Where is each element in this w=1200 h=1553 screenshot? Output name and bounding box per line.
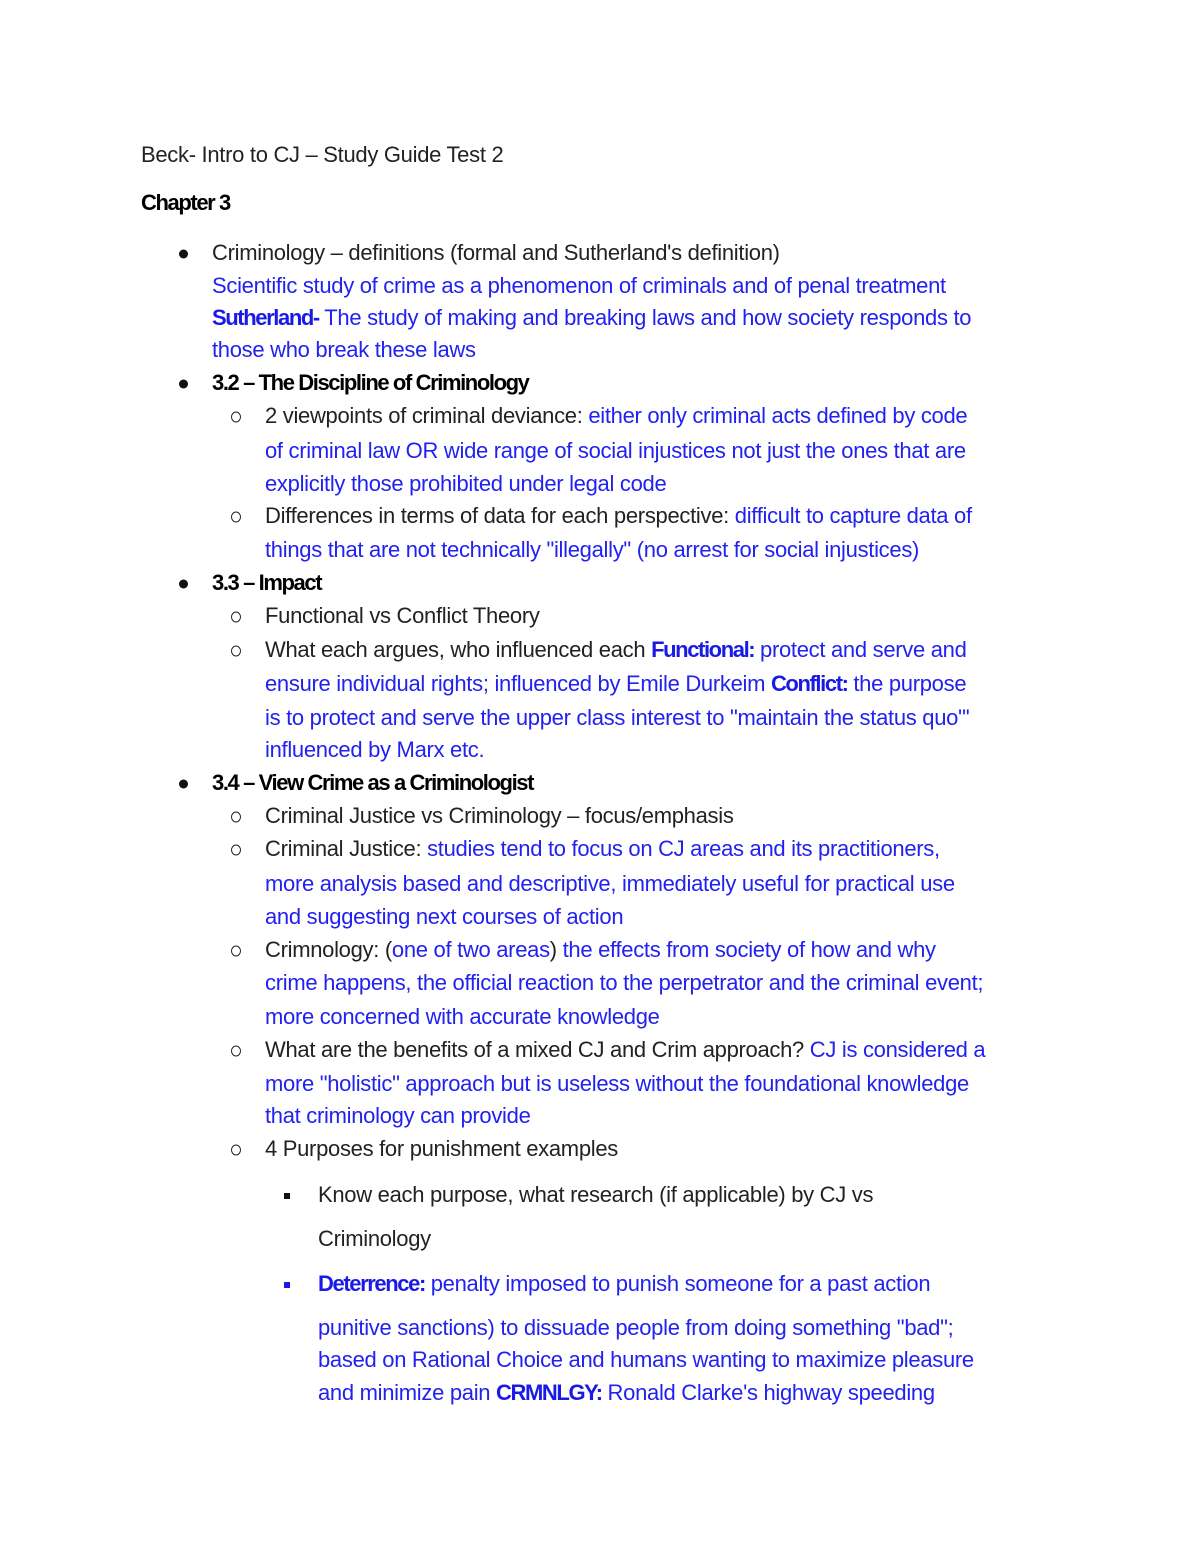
text-segment: punitive sanctions) to dissuade people from doing something "bad"; bbox=[318, 1315, 954, 1340]
text-segment: penalty imposed to punish someone for a past action bbox=[424, 1271, 931, 1296]
bold-text: CRMNLGY: bbox=[496, 1380, 602, 1405]
text-line bbox=[212, 240, 780, 266]
bold-text: Functional: bbox=[651, 637, 755, 662]
circle-bullet-icon bbox=[231, 1145, 241, 1156]
bold-text: 3.4 – View Crime as a Criminologist bbox=[212, 770, 534, 795]
text-segment: more concerned with accurate knowledge bbox=[265, 1004, 660, 1029]
text-segment: Criminology – definitions (formal and Sutherland's definition) bbox=[212, 240, 780, 265]
text-segment: crime happens, the official reaction to the perpetrator and the criminal event; bbox=[265, 970, 984, 995]
text-line bbox=[265, 403, 967, 429]
text-line bbox=[265, 671, 966, 697]
text-segment: explicitly those prohibited under legal code bbox=[265, 471, 667, 496]
text-line bbox=[265, 904, 623, 930]
text-segment: protect and serve and bbox=[754, 637, 967, 662]
bold-text: Deterrence: bbox=[318, 1271, 425, 1296]
text-segment: Functional vs Conflict Theory bbox=[265, 603, 540, 628]
text-line bbox=[212, 570, 321, 596]
text-line bbox=[265, 1004, 660, 1030]
text-segment: more "holistic" approach but is useless without the foundational knowledge bbox=[265, 1071, 969, 1096]
text-line bbox=[265, 1103, 531, 1129]
text-segment: things that are not technically "illegally" (no arrest for social injustices) bbox=[265, 537, 920, 562]
disc-bullet-icon bbox=[179, 250, 188, 259]
text-line bbox=[265, 471, 666, 497]
text-line bbox=[265, 438, 966, 464]
chapter-heading bbox=[141, 190, 230, 216]
text-line bbox=[265, 1071, 969, 1097]
text-segment: Differences in terms of data for each perspective: bbox=[265, 503, 735, 528]
text-line bbox=[212, 370, 529, 396]
text-line bbox=[265, 503, 972, 529]
text-segment: based on Rational Choice and humans wanting to maximize pleasure bbox=[318, 1347, 974, 1372]
text-segment: Crimnology: ( bbox=[265, 937, 392, 962]
circle-bullet-icon bbox=[231, 845, 241, 856]
text-line bbox=[265, 803, 734, 829]
text-line bbox=[318, 1347, 974, 1373]
text-segment: What each argues, who influenced each bbox=[265, 637, 652, 662]
text-segment: that criminology can provide bbox=[265, 1103, 531, 1128]
text-segment: difficult to capture data of bbox=[734, 503, 972, 528]
text-segment: ensure individual rights; influenced by Emile Durkeim bbox=[265, 671, 771, 696]
text-line bbox=[318, 1226, 431, 1252]
text-line bbox=[265, 637, 967, 663]
text-segment: 4 Purposes for punishment examples bbox=[265, 1136, 618, 1161]
text-segment: Scientific study of crime as a phenomenon of criminals and of penal treatment bbox=[212, 273, 946, 298]
text-line bbox=[212, 770, 533, 796]
text-segment: one of two areas bbox=[391, 937, 550, 962]
text-segment: Criminal Justice: bbox=[265, 836, 428, 861]
text-segment: of criminal law OR wide range of social injustices not just the ones that are bbox=[265, 438, 966, 463]
bold-text: 3.2 – The Discipline of Criminology bbox=[212, 370, 529, 395]
circle-bullet-icon bbox=[231, 612, 241, 623]
circle-bullet-icon bbox=[231, 512, 241, 523]
square-bullet-icon bbox=[284, 1193, 290, 1199]
bold-text: 3.3 – Impact bbox=[212, 570, 322, 595]
text-segment: either only criminal acts defined by code bbox=[588, 403, 968, 428]
text-line bbox=[265, 537, 919, 563]
text-segment: Criminal Justice vs Criminology – focus/emphasis bbox=[265, 803, 734, 828]
text-segment: is to protect and serve the upper class interest to "maintain the status quo"' bbox=[265, 705, 970, 730]
text-segment: The study of making and breaking laws and how society responds to bbox=[318, 305, 972, 330]
text-segment: and minimize pain bbox=[318, 1380, 497, 1405]
text-segment: influenced by Marx etc. bbox=[265, 737, 485, 762]
circle-bullet-icon bbox=[231, 646, 241, 657]
circle-bullet-icon bbox=[231, 946, 241, 957]
text-segment: ) bbox=[549, 937, 563, 962]
document-title bbox=[141, 142, 503, 168]
text-segment: and suggesting next courses of action bbox=[265, 904, 624, 929]
text-segment: the purpose bbox=[847, 671, 967, 696]
text-segment: Know each purpose, what research (if applicable) by CJ vs bbox=[318, 1182, 874, 1207]
circle-bullet-icon bbox=[231, 412, 241, 423]
text-line bbox=[265, 871, 955, 897]
text-segment: more analysis based and descriptive, immediately useful for practical use bbox=[265, 871, 955, 896]
text-segment: studies tend to focus on CJ areas and its practitioners, bbox=[427, 836, 940, 861]
text-segment: What are the benefits of a mixed CJ and Crim approach? bbox=[265, 1037, 810, 1062]
disc-bullet-icon bbox=[179, 580, 188, 589]
circle-bullet-icon bbox=[231, 1046, 241, 1057]
text-line bbox=[318, 1380, 935, 1406]
text-line bbox=[265, 705, 969, 731]
bold-text: Chapter 3 bbox=[141, 190, 230, 215]
text-line bbox=[318, 1315, 953, 1341]
text-segment: 2 viewpoints of criminal deviance: bbox=[265, 403, 589, 428]
disc-bullet-icon bbox=[179, 380, 188, 389]
text-line bbox=[265, 1037, 985, 1063]
text-line bbox=[265, 937, 936, 963]
square-bullet-icon bbox=[284, 1282, 290, 1288]
text-line bbox=[265, 737, 484, 763]
text-segment: the effects from society of how and why bbox=[562, 937, 936, 962]
disc-bullet-icon bbox=[179, 780, 188, 789]
text-line bbox=[318, 1182, 873, 1208]
text-segment: Beck- Intro to CJ – Study Guide Test 2 bbox=[141, 142, 504, 167]
text-segment: Ronald Clarke's highway speeding bbox=[601, 1380, 935, 1405]
circle-bullet-icon bbox=[231, 812, 241, 823]
text-segment: those who break these laws bbox=[212, 337, 476, 362]
text-line bbox=[265, 603, 540, 629]
text-line bbox=[265, 1136, 618, 1162]
text-line bbox=[318, 1271, 930, 1297]
text-line bbox=[212, 305, 971, 331]
bold-text: Conflict: bbox=[770, 671, 848, 696]
text-line bbox=[265, 836, 940, 862]
text-line bbox=[212, 337, 476, 363]
text-segment: CJ is considered a bbox=[809, 1037, 986, 1062]
text-line bbox=[265, 970, 983, 996]
text-line bbox=[212, 273, 946, 299]
text-segment: Criminology bbox=[318, 1226, 431, 1251]
bold-text: Sutherland- bbox=[212, 305, 319, 330]
